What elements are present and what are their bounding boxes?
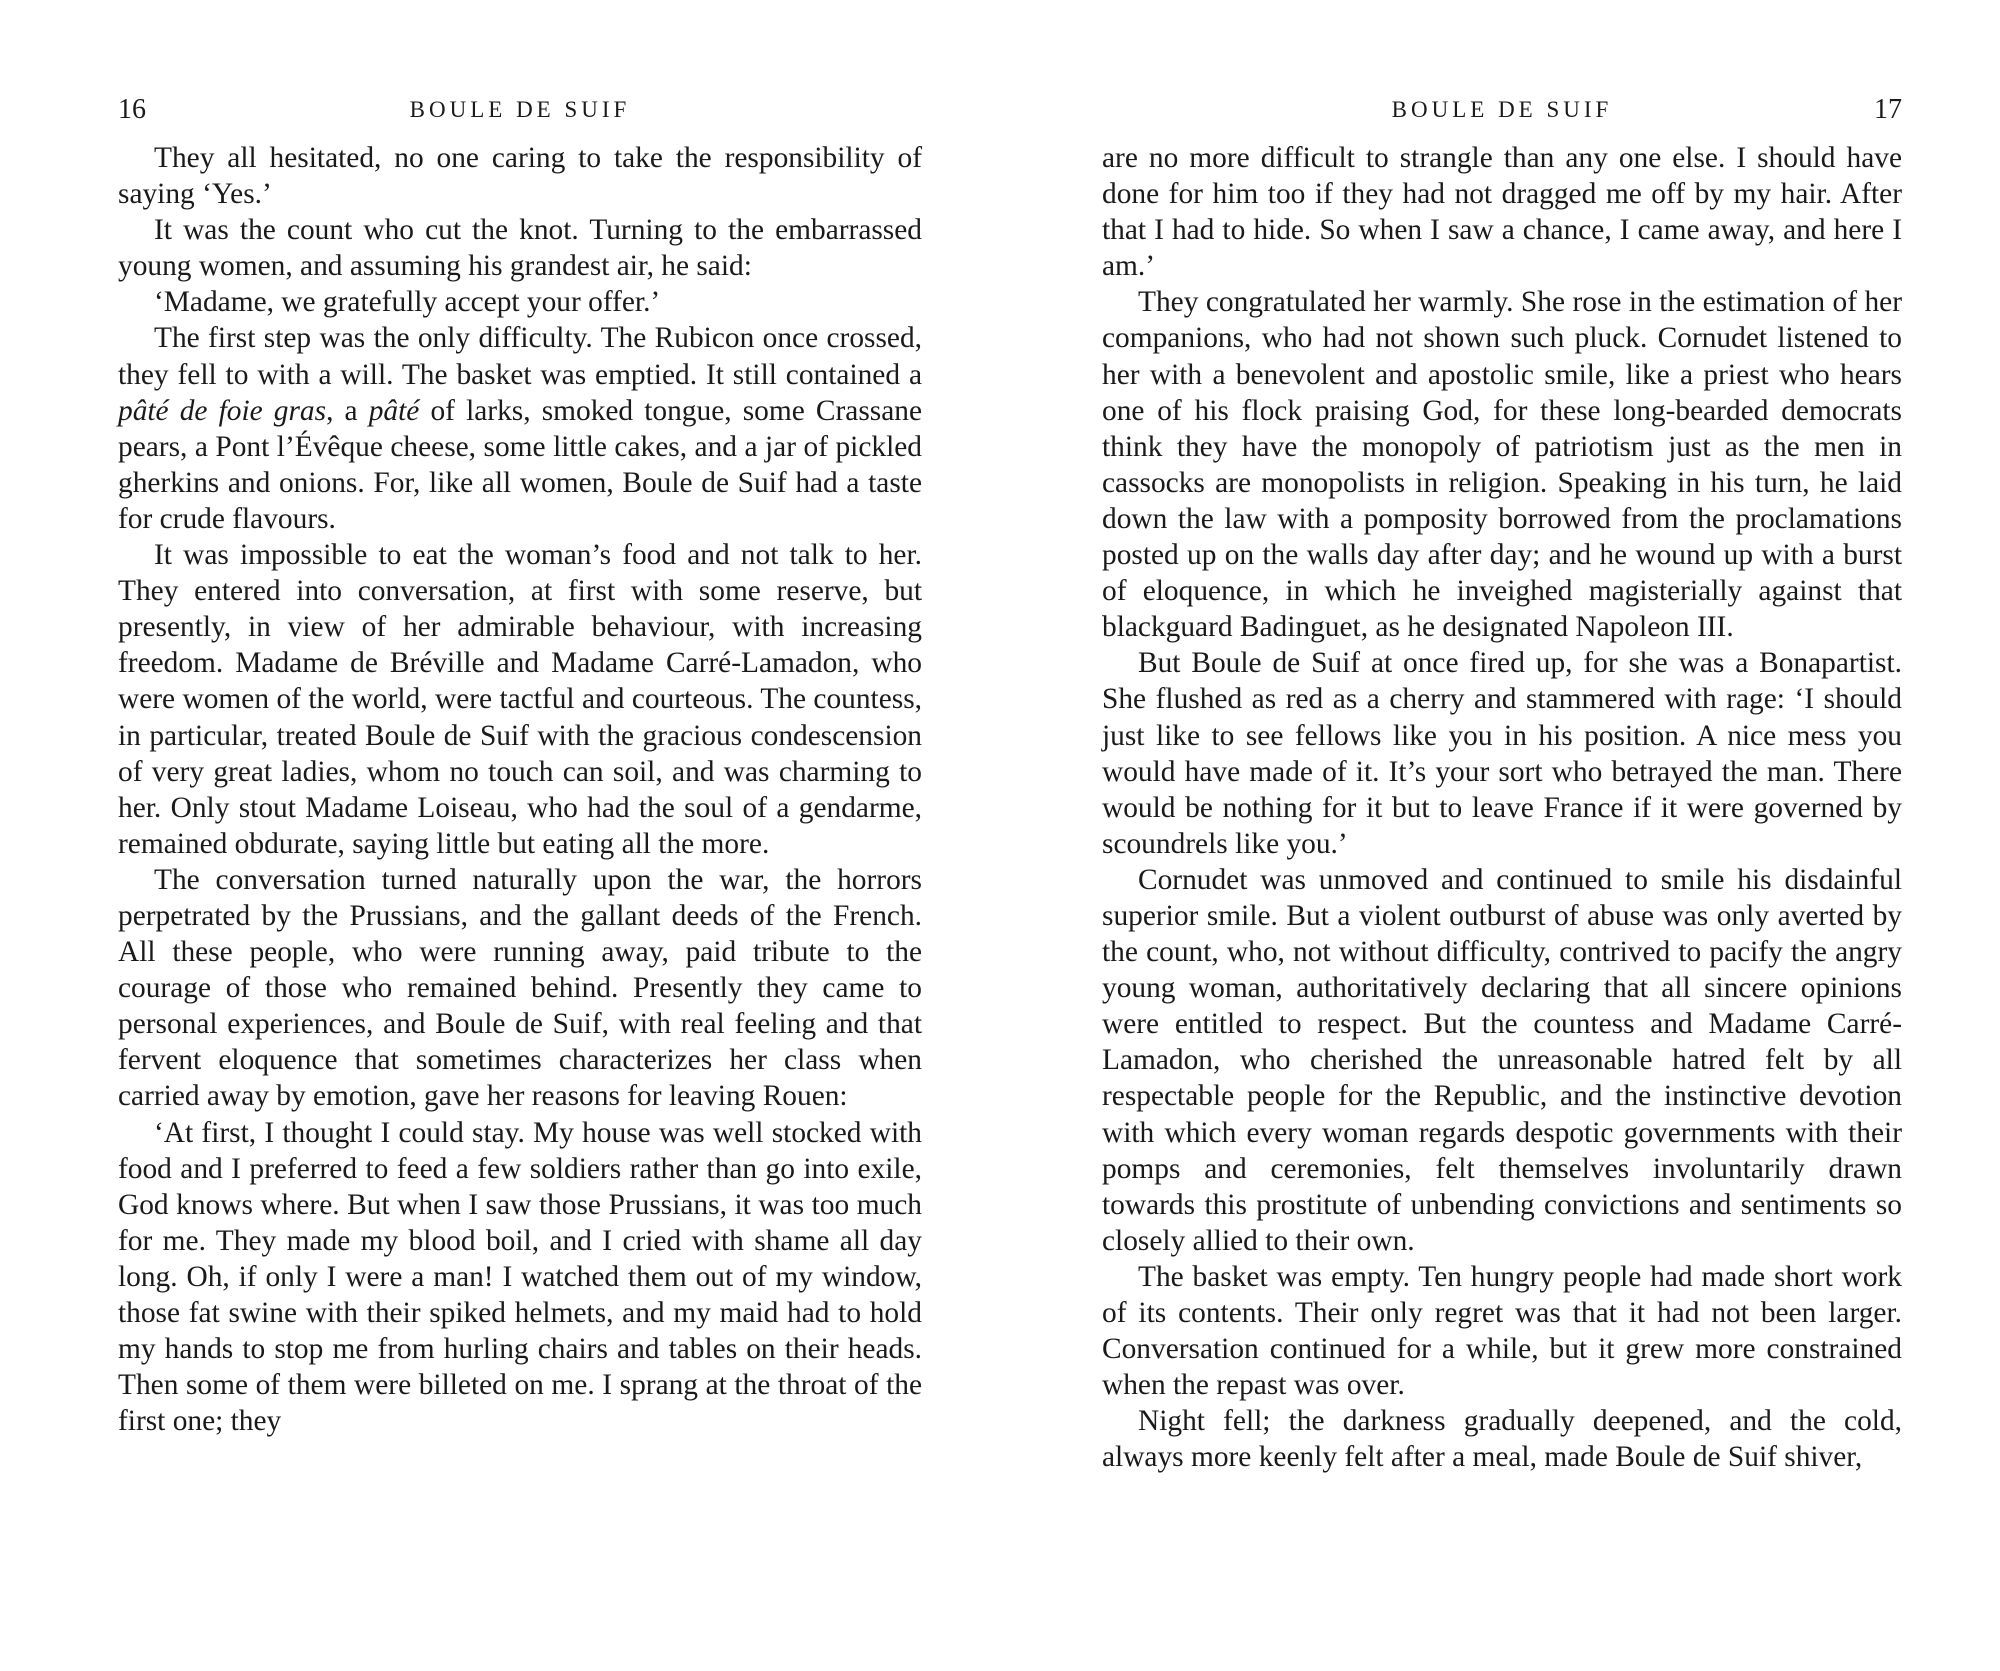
right-paragraph-6: Night fell; the darkness gradually deepened, and the cold, always more keenly felt after a meal, made Boule de Suif shiver, xyxy=(1102,1405,1902,1474)
left-page xyxy=(118,0,922,1671)
left-paragraph-5: It was impossible to eat the woman’s food and not talk to her. They entered into conversation, at first with some reserve, but presently, in view of her admirable behaviour, with increasing freedom. Madame de Bréville and Madame Carré-Lamadon, who were women of the world, were tactful and courteous. The countess, in particular, treated Boule de Suif with the gracious condescension of very great ladies, whom no touch can soil, and was charming to her. Only stout Madame Loiseau, who had the soul of a gendarme, remained obdurate, saying little but eating all the more. xyxy=(118,539,922,860)
left-body-text xyxy=(118,140,922,1439)
right-running-head xyxy=(1102,94,1902,126)
left-paragraph-1: They all hesitated, no one caring to take the responsibility of saying ‘Yes.’ xyxy=(118,142,922,211)
left-paragraph-4 xyxy=(118,320,922,537)
right-paragraph-3: But Boule de Suif at once fired up, for she was a Bonapartist. She flushed as red as a cherry and stammered with rage: ‘I should just like to see fellows like you in his position. A nice mess you would have made of it. It’s your sort who betrayed the man. There would be nothing for it but to leave France if it were governed by scoundrels like you.’ xyxy=(1102,647,1902,860)
right-body-text xyxy=(1102,140,1902,1475)
left-running-head xyxy=(118,94,922,126)
left-running-title: BOULE DE SUIF xyxy=(409,97,631,122)
right-page xyxy=(1102,0,1902,1671)
right-paragraph-5: The basket was empty. Ten hungry people had made short work of its contents. Their only regret was that it had not been larger. Conversation continued for a while, but it grew more constrained when the repast was over. xyxy=(1102,1260,1902,1402)
right-paragraph-1: are no more difficult to strangle than any one else. I should have done for him too if they had not dragged me off by my hair. After that I had to hide. So when I saw a chance, I came away, and here I am.’ xyxy=(1102,142,1902,283)
right-paragraph-4: Cornudet was unmoved and continued to smile his disdainful superior smile. But a violent outburst of abuse was only averted by the count, who, not without difficulty, contrived to pacify the angry young woman, authoritatively declaring that all sincere opinions were entitled to respect. But the countess and Madame Carré-Lamadon, who cherished the unreasonable hatred felt by all respectable people for the Republic, and the instinctive devotion with which every woman regards despotic governments with their pomps and ceremonies, felt themselves involuntarily drawn towards this prostitute of unbending convictions and sentiments so closely allied to their own. xyxy=(1102,863,1902,1257)
right-running-title: BOULE DE SUIF xyxy=(1391,97,1613,122)
left-paragraph-3: ‘Madame, we gratefully accept your offer.’ xyxy=(154,286,661,319)
right-page-number: 17 xyxy=(1874,94,1902,125)
left-paragraph-6: The conversation turned naturally upon the war, the horrors perpetrated by the Prussians, and the gallant deeds of the French. All these people, who were running away, paid tribute to the courage of those who remained behind. Presently they came to personal experiences, and Boule de Suif, with real feeling and that fervent eloquence that sometimes characterizes her class when carried away by emotion, gave her reasons for leaving Rouen: xyxy=(118,863,922,1113)
right-paragraph-2: They congratulated her warmly. She rose in the estimation of her companions, who had not shown such pluck. Cornudet listened to her with a benevolent and apostolic smile, like a priest who hears one of his flock praising God, for these long-bearded democrats think they have the monopoly of patriotism just as the men in cassocks are monopolists in religion. Speaking in his turn, he laid down the law with a pomposity borrowed from the proclamations posted up on the walls day after day; and he wound up with a burst of eloquence, in which he inveighed magisterially against that blackguard Badinguet, as he designated Napoleon III. xyxy=(1102,286,1902,644)
left-paragraph-4-part-c: , a xyxy=(326,394,369,427)
left-paragraph-4-italic-pate: pâté xyxy=(368,394,420,427)
left-paragraph-7: ‘At first, I thought I could stay. My house was well stocked with food and I preferred to feed a few soldiers rather than go into exile, God knows where. But when I saw those Prussians, it was too much for me. They made my blood boil, and I cried with shame all day long. Oh, if only I were a man! I watched them out of my window, those fat swine with their spiked helmets, and my maid had to hold my hands to stop me from hurling chairs and tables on their heads. Then some of them were billeted on me. I sprang at the throat of the first one; they xyxy=(118,1116,922,1438)
left-paragraph-4-part-a: The first step was the only difficulty. The Rubicon once crossed, they fell to with a will. The basket was emptied. It still contained a xyxy=(118,322,922,391)
left-paragraph-4-italic-pate-de-foie-gras: pâté de foie gras xyxy=(118,394,327,427)
left-paragraph-4-part-e: of larks, smoked tongue, some Crassane pears, a Pont l’Évêque cheese, some little cakes, and a jar of pickled gherkins and onions. For, like all women, Boule de Suif had a taste for crude flavours. xyxy=(118,394,922,535)
left-page-number: 16 xyxy=(118,94,146,125)
left-paragraph-2: It was the count who cut the knot. Turning to the embarrassed young women, and assuming his grandest air, he said: xyxy=(118,214,922,283)
